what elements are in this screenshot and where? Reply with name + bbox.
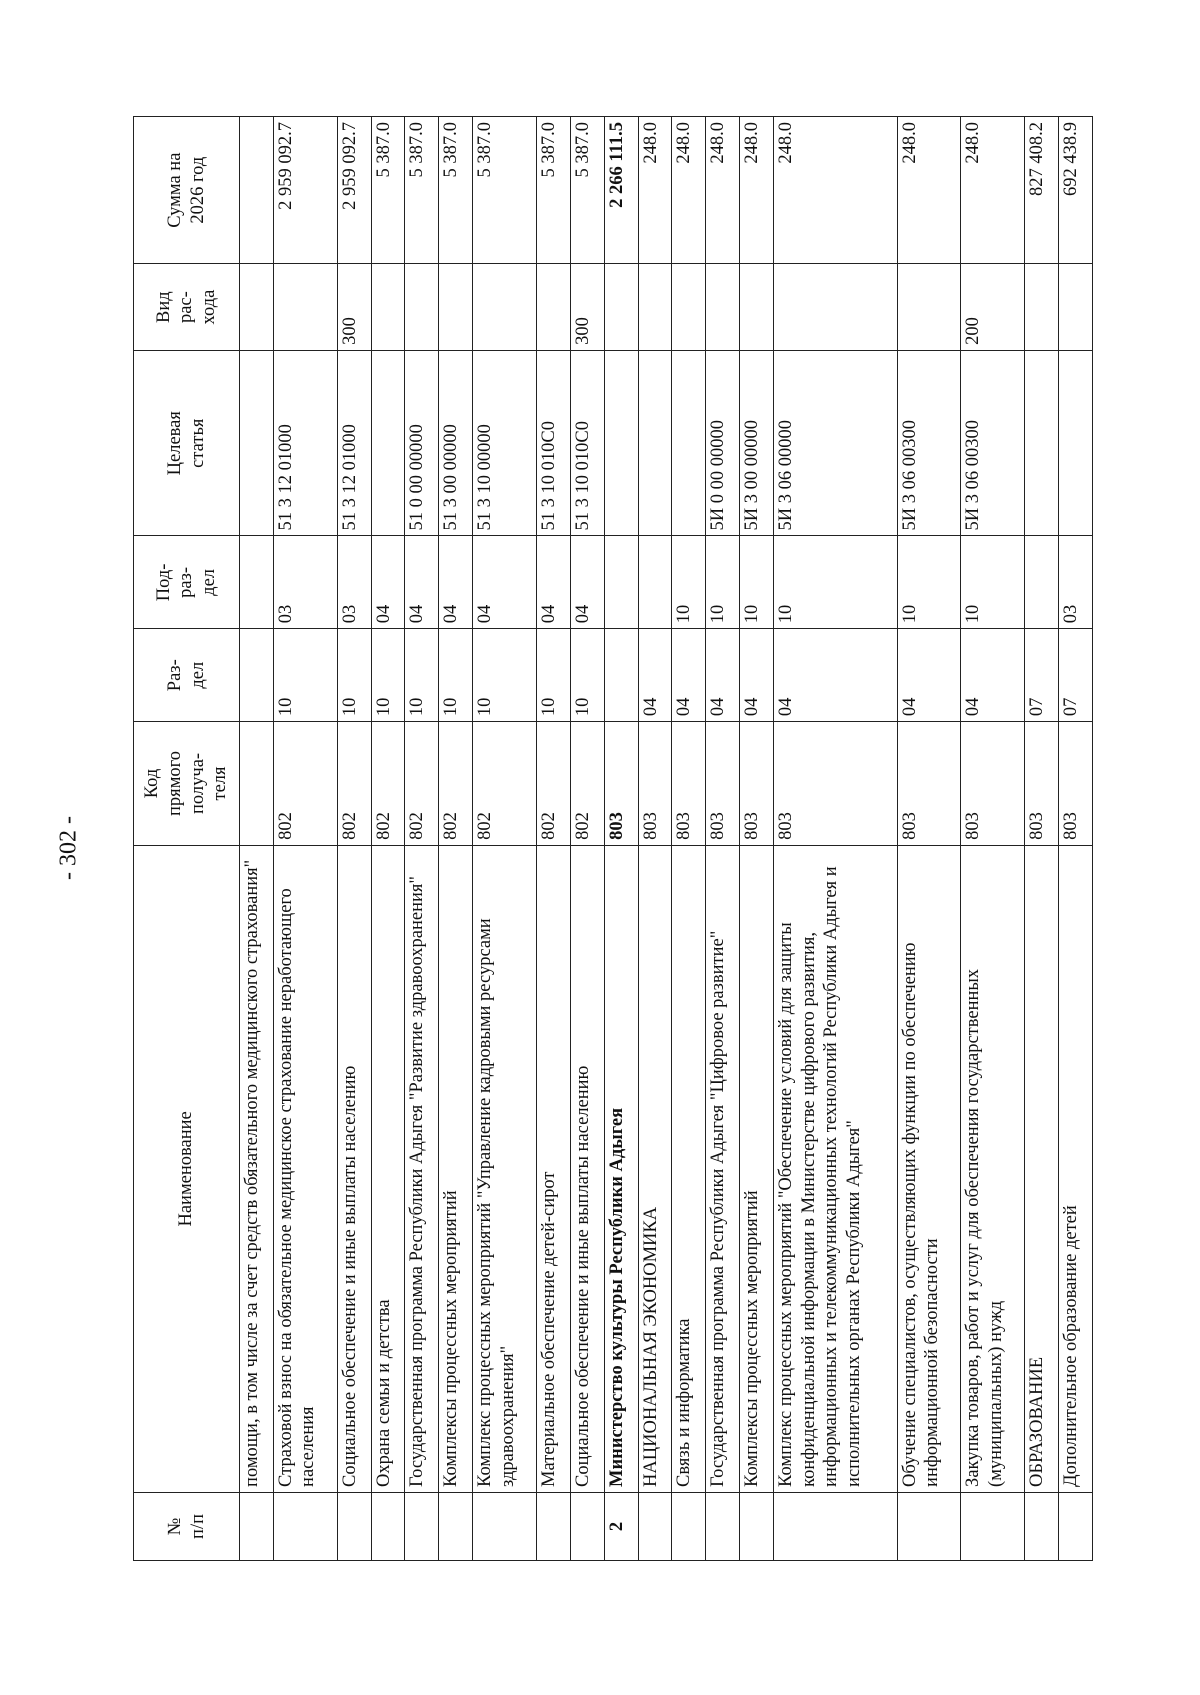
row-subsection [604,536,638,629]
row-subsection [240,536,274,629]
row-sum-2026: 692 438.9 [1059,117,1093,264]
table-row [897,117,961,1561]
row-section: 10 [405,629,439,722]
row-name: Материальное обеспечение детей-сирот [536,845,570,1492]
row-recipient-code: 802 [337,722,371,846]
row-recipient-code: 802 [273,722,337,846]
row-subsection: 10 [774,536,898,629]
row-recipient-code: 802 [536,722,570,846]
row-target-article [1059,350,1093,536]
table-row [961,117,1025,1561]
row-target-article: 51 0 00 00000 [405,350,439,536]
row-subsection: 10 [740,536,774,629]
row-number [706,1492,740,1560]
table-row [706,117,740,1561]
row-section: 10 [439,629,473,722]
row-target-article [604,350,638,536]
table-body [240,117,1093,1561]
table-row [774,117,898,1561]
header-subsection: Под- раз- дел [134,536,240,629]
row-name: Связь и информатика [672,845,706,1492]
row-name: Закупка товаров, работ и услуг для обеспечения государственных (муниципальных) нужд [961,845,1025,1492]
page-number: - 302 - [55,816,82,880]
table-row [638,117,672,1561]
row-subsection: 10 [897,536,961,629]
row-recipient-code: 803 [740,722,774,846]
row-expense-type [439,264,473,351]
row-expense-type [240,264,274,351]
row-sum-2026: 5 387.0 [371,117,405,264]
row-sum-2026: 248.0 [961,117,1025,264]
table-row [1025,117,1059,1561]
row-sum-2026: 248.0 [774,117,898,264]
table-row [536,117,570,1561]
table-row [604,117,638,1561]
row-section [604,629,638,722]
row-expense-type [706,264,740,351]
row-number [473,1492,537,1560]
row-sum-2026: 827 408.2 [1025,117,1059,264]
row-sum-2026: 248.0 [706,117,740,264]
row-number [961,1492,1025,1560]
row-subsection: 10 [672,536,706,629]
row-number [740,1492,774,1560]
row-expense-type [774,264,898,351]
row-section: 10 [570,629,604,722]
row-target-article [240,350,274,536]
row-recipient-code: 802 [439,722,473,846]
row-expense-type [273,264,337,351]
row-number [672,1492,706,1560]
row-name: Социальное обеспечение и иные выплаты населению [337,845,371,1492]
row-target-article [371,350,405,536]
table-row [405,117,439,1561]
row-target-article: 5И 0 00 00000 [706,350,740,536]
row-section: 04 [740,629,774,722]
row-target-article: 51 3 12 01000 [337,350,371,536]
row-number [405,1492,439,1560]
row-number [240,1492,274,1560]
row-sum-2026: 248.0 [672,117,706,264]
row-number [638,1492,672,1560]
row-target-article [1025,350,1059,536]
row-name: Государственная программа Республики Адыгея "Цифровое развитие" [706,845,740,1492]
row-sum-2026: 248.0 [740,117,774,264]
row-target-article [672,350,706,536]
row-number [1025,1492,1059,1560]
row-section: 10 [273,629,337,722]
row-recipient-code: 803 [774,722,898,846]
row-target-article: 5И 3 00 00000 [740,350,774,536]
row-section: 10 [337,629,371,722]
row-recipient-code: 803 [706,722,740,846]
row-section: 07 [1025,629,1059,722]
row-sum-2026: 5 387.0 [405,117,439,264]
row-expense-type [897,264,961,351]
row-expense-type: 200 [961,264,1025,351]
row-recipient-code: 803 [604,722,638,846]
row-name: Комплексы процессных мероприятий [439,845,473,1492]
row-recipient-code: 803 [672,722,706,846]
row-sum-2026 [240,117,274,264]
row-target-article: 5И 3 06 00300 [961,350,1025,536]
row-expense-type [1059,264,1093,351]
row-name: Дополнительное образование детей [1059,845,1093,1492]
row-sum-2026: 2 959 092.7 [337,117,371,264]
row-recipient-code: 802 [405,722,439,846]
header-sum: Сумма на 2026 год [134,117,240,264]
row-expense-type: 300 [337,264,371,351]
row-section: 04 [774,629,898,722]
row-recipient-code: 803 [638,722,672,846]
row-name: Обучение специалистов, осуществляющих функции по обеспечению информационной безопасности [897,845,961,1492]
row-expense-type [638,264,672,351]
row-recipient-code: 802 [371,722,405,846]
table-row [240,117,274,1561]
row-subsection: 04 [405,536,439,629]
row-target-article: 51 3 10 010С0 [536,350,570,536]
row-subsection: 03 [273,536,337,629]
row-target-article: 51 3 10 00000 [473,350,537,536]
row-number [337,1492,371,1560]
row-number [1059,1492,1093,1560]
row-recipient-code: 802 [473,722,537,846]
budget-table-rotated [133,116,1093,1561]
row-sum-2026: 2 959 092.7 [273,117,337,264]
row-subsection: 03 [337,536,371,629]
header-exp-type: Вид рас- хода [134,264,240,351]
row-recipient-code: 802 [570,722,604,846]
row-recipient-code: 803 [961,722,1025,846]
row-target-article [638,350,672,536]
row-recipient-code: 803 [1025,722,1059,846]
table-row [371,117,405,1561]
row-sum-2026: 248.0 [897,117,961,264]
row-name: Охрана семьи и детства [371,845,405,1492]
row-number [439,1492,473,1560]
row-target-article: 5И 3 06 00300 [897,350,961,536]
row-subsection [638,536,672,629]
table-row [570,117,604,1561]
row-subsection: 10 [961,536,1025,629]
table-row [273,117,337,1561]
table-row [740,117,774,1561]
table-row [439,117,473,1561]
row-sum-2026: 5 387.0 [570,117,604,264]
table-row [672,117,706,1561]
row-section: 04 [706,629,740,722]
row-section: 04 [897,629,961,722]
row-section: 07 [1059,629,1093,722]
row-recipient-code [240,722,274,846]
row-expense-type [672,264,706,351]
row-target-article: 51 3 12 01000 [273,350,337,536]
table-row [1059,117,1093,1561]
row-name: Министерство культуры Республики Адыгея [604,845,638,1492]
row-expense-type [536,264,570,351]
row-number [774,1492,898,1560]
row-section: 04 [638,629,672,722]
row-name: ОБРАЗОВАНИЕ [1025,845,1059,1492]
row-section: 10 [536,629,570,722]
row-subsection: 03 [1059,536,1093,629]
row-name: Социальное обеспечение и иные выплаты населению [570,845,604,1492]
row-sum-2026: 5 387.0 [439,117,473,264]
row-subsection: 04 [536,536,570,629]
row-name: Страховой взнос на обязательное медицинское страхование неработающего населения [273,845,337,1492]
row-sum-2026: 248.0 [638,117,672,264]
row-name: Комплекс процессных мероприятий "Обеспечение условий для защиты конфиденциальной информации в Министерстве цифрового развития, информационных и телекоммуникационных технологий Республики Адыгея и исполнительных органах Республики Адыгея" [774,845,898,1492]
row-sum-2026: 2 266 111.5 [604,117,638,264]
row-section: 10 [473,629,537,722]
row-target-article: 5И 3 06 00000 [774,350,898,536]
header-section: Раз- дел [134,629,240,722]
header-target: Целевая статья [134,350,240,536]
row-section: 10 [371,629,405,722]
header-name: Наименование [134,845,240,1492]
row-subsection: 10 [706,536,740,629]
row-number [536,1492,570,1560]
row-number [897,1492,961,1560]
row-subsection: 04 [473,536,537,629]
row-expense-type: 300 [570,264,604,351]
budget-table [133,116,1093,1561]
header-num: № п/п [134,1492,240,1560]
row-name: Комплекс процессных мероприятий "Управление кадровыми ресурсами здравоохранения" [473,845,537,1492]
row-expense-type [1025,264,1059,351]
row-section [240,629,274,722]
row-name: НАЦИОНАЛЬНАЯ ЭКОНОМИКА [638,845,672,1492]
row-section: 04 [672,629,706,722]
row-recipient-code: 803 [897,722,961,846]
header-code: Код прямого получа- теля [134,722,240,846]
row-subsection: 04 [371,536,405,629]
row-target-article: 51 3 00 00000 [439,350,473,536]
row-expense-type [604,264,638,351]
row-number [570,1492,604,1560]
table-row [337,117,371,1561]
row-subsection: 04 [570,536,604,629]
row-number: 2 [604,1492,638,1560]
row-number [273,1492,337,1560]
row-number [371,1492,405,1560]
row-sum-2026: 5 387.0 [536,117,570,264]
row-expense-type [405,264,439,351]
row-name: Государственная программа Республики Адыгея "Развитие здравоохранения" [405,845,439,1492]
row-expense-type [740,264,774,351]
row-expense-type [371,264,405,351]
table-row [473,117,537,1561]
row-recipient-code: 803 [1059,722,1093,846]
row-name: Комплексы процессных мероприятий [740,845,774,1492]
table-header-row [134,117,240,1561]
row-expense-type [473,264,537,351]
row-subsection [1025,536,1059,629]
row-sum-2026: 5 387.0 [473,117,537,264]
row-subsection: 04 [439,536,473,629]
row-section: 04 [961,629,1025,722]
row-target-article: 51 3 10 010С0 [570,350,604,536]
row-name: помощи, в том числе за счет средств обязательного медицинского страхования" [240,845,274,1492]
